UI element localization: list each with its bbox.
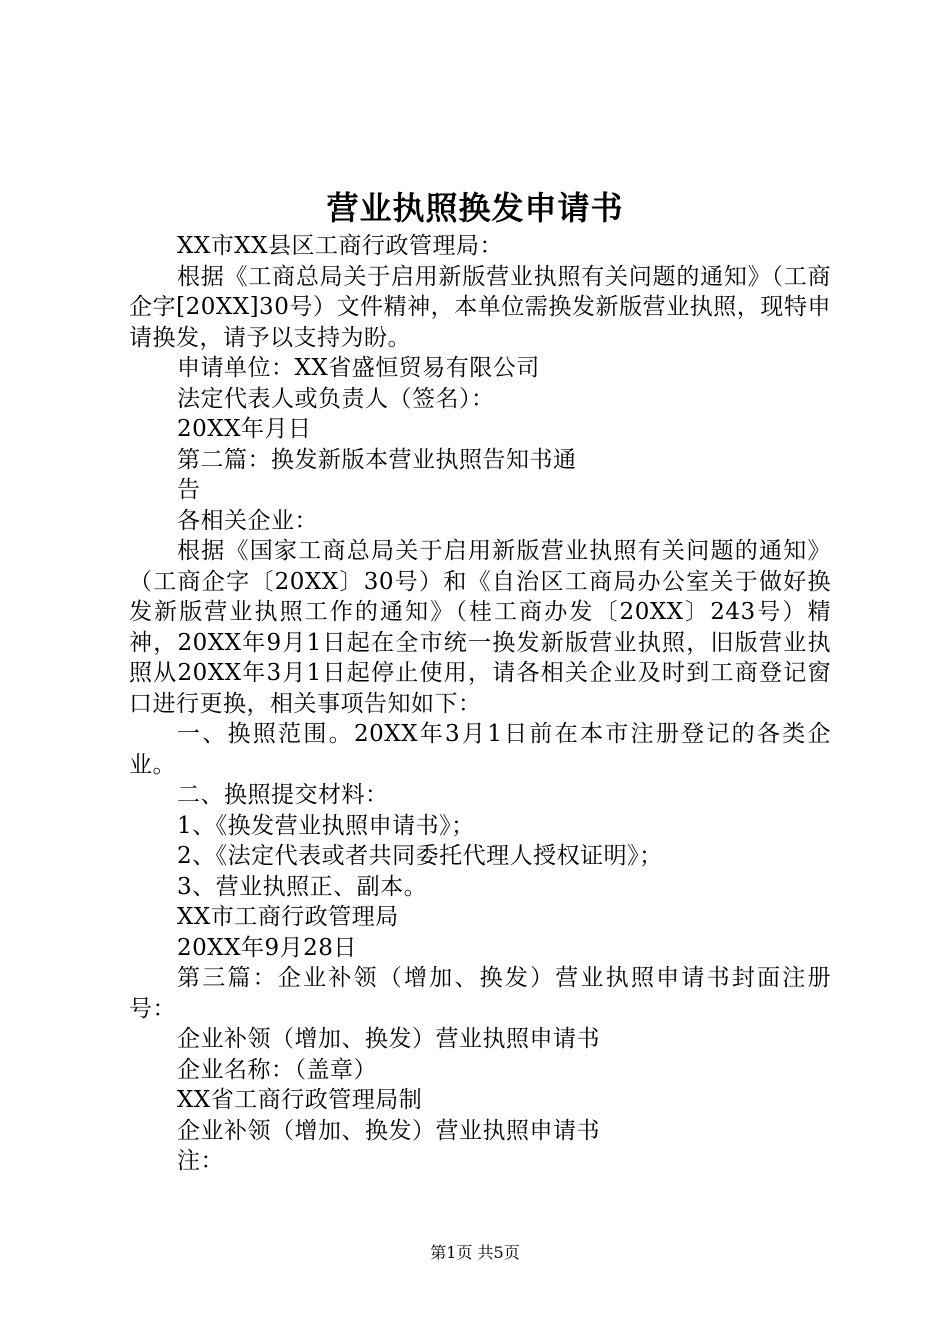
paragraph: 3、营业执照正、副本。 bbox=[177, 873, 428, 900]
paragraph: 法定代表人或负责人（签名）： bbox=[177, 385, 495, 412]
paragraph: 二、换照提交材料： bbox=[177, 782, 389, 808]
paragraph: 企业补领（增加、换发）营业执照申请书 bbox=[177, 1117, 600, 1144]
paragraph: 根据《工商总局关于启用新版营业执照有关问题的通知》（工商企字[20XX]30号）文件精神，本单位需换发新版营业执照，现特申请换发，请予以支持为盼。 bbox=[129, 263, 831, 351]
paragraph: XX省工商行政管理局制 bbox=[177, 1087, 423, 1113]
paragraph: 告 bbox=[177, 477, 201, 503]
paragraph: 第二篇：换发新版本营业执照告知书通 bbox=[177, 446, 577, 473]
document-body bbox=[129, 231, 831, 1177]
paragraph: 一、换照范围。20XX年3月1日前在本市注册登记的各类企业。 bbox=[129, 721, 831, 778]
paragraph: 20XX年9月28日 bbox=[177, 934, 357, 961]
paragraph: 20XX年月日 bbox=[177, 416, 312, 442]
paragraph: 注： bbox=[177, 1148, 224, 1174]
paragraph: 第三篇：企业补领（增加、换发）营业执照申请书封面注册号： bbox=[129, 965, 831, 1022]
document-title: 营业执照换发申请书 bbox=[326, 189, 624, 227]
paragraph: 申请单位：XX省盛恒贸易有限公司 bbox=[177, 355, 540, 381]
paragraph: 企业补领（增加、换发）营业执照申请书 bbox=[177, 1026, 600, 1052]
paragraph: 各相关企业： bbox=[177, 507, 318, 534]
page-footer: 第1页 共5页 bbox=[430, 1243, 520, 1262]
paragraph: XX市XX县区工商行政管理局： bbox=[177, 233, 503, 259]
paragraph: 1、《换发营业执照申请书》； bbox=[177, 812, 475, 839]
paragraph: 2、《法定代表或者共同委托代理人授权证明》； bbox=[177, 843, 663, 869]
paragraph: 根据《国家工商总局关于启用新版营业执照有关问题的通知》（工商企字〔20XX〕30号）和《自治区工商局办公室关于做好换发新版营业执照工作的通知》（桂工商办发〔20XX〕243号）精神，20XX年9月1日起在全市统一换发新版营业执照，旧版营业执照从20XX年3月1日起停止使用，请各相关企业及时到工商登记窗口进行更换，相关事项告知如下： bbox=[129, 538, 831, 717]
paragraph: 企业名称：（盖章） bbox=[177, 1056, 377, 1083]
paragraph: XX市工商行政管理局 bbox=[177, 904, 399, 930]
